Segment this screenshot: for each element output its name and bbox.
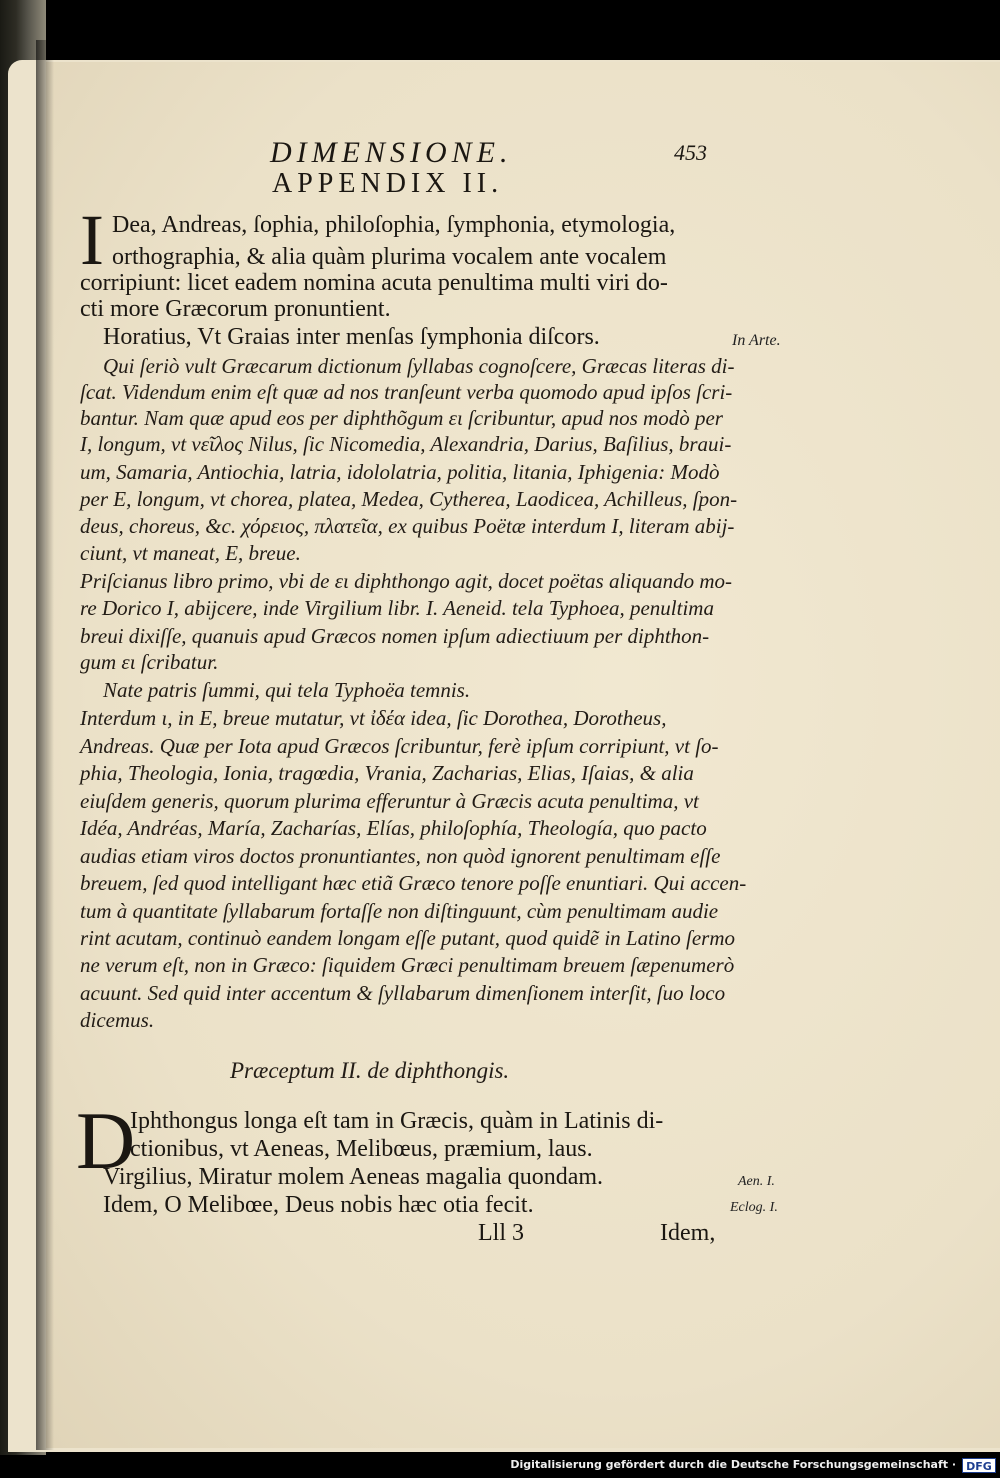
italic-line-8: ciunt, vt maneat, E, breue. <box>80 541 301 565</box>
page-number: 453 <box>674 140 707 165</box>
italic-line-21: tum à quantitate ſyllabarum fortaſſe non diſtinguunt, cùm penultimam audie <box>80 899 719 923</box>
drop-cap-d: D <box>76 1095 136 1186</box>
para1-line-4: cti more Græcorum pronuntient. <box>80 296 391 322</box>
para1-line-2: orthographia, & alia quàm plurima vocalem ante vocalem <box>112 244 667 270</box>
italic-line-17: eiuſdem generis, quorum plurima efferuntur à Græcis acuta penultima, vt <box>80 789 699 813</box>
para2-line-2: ctionibus, vt Aeneas, Melibœus, præmium, laus. <box>130 1136 593 1162</box>
para2-line-1: Iphthongus longa eſt tam in Græcis, quàm in Latinis di- <box>130 1108 664 1134</box>
italic-line-12: gum ει ſcribatur. <box>80 650 219 674</box>
margin-note-eclog: Eclog. I. <box>730 1200 778 1215</box>
italic-line-24: acuunt. Sed quid inter accentum & ſyllabarum dimenſionem interſit, ſuo loco <box>80 981 726 1005</box>
section-title: APPENDIX II. <box>272 168 504 199</box>
italic-line-22: rint acutam, continuò eandem longam eſſe putant, quod quidẽ in Latino ſermo <box>80 926 736 950</box>
italic-line-14: Interdum ι, in E, breue mutatur, vt ἰδέα idea, ſic Dorothea, Dorotheus, <box>80 706 667 730</box>
italic-line-1: Qui ſeriò vult Græcarum dictionum ſyllabas cognoſcere, Græcas literas di- <box>103 354 735 378</box>
footer-credit: Digitalisierung gefördert durch die Deutsche Forschungsgemeinschaft · <box>510 1458 956 1471</box>
italic-line-15: Andreas. Quæ per Iota apud Græcos ſcribuntur, ferè ipſum corripiunt, vt ſo- <box>80 734 719 758</box>
horace-line: Horatius, Vt Graias inter menſas ſymphonia diſcors. <box>103 324 600 350</box>
italic-line-23: ne verum eſt, non in Græco: ſiquidem Græci penultimam breuem ſæpenumerò <box>80 953 735 977</box>
quote-virgilius: Virgilius, Miratur molem Aeneas magalia quondam. <box>103 1164 604 1190</box>
dfg-logo: DFG <box>962 1458 996 1473</box>
margin-note-aen: Aen. I. <box>738 1174 775 1189</box>
italic-line-13: Nate patris ſummi, qui tela Typhoëa temnis. <box>103 678 471 702</box>
gutter-shadow <box>36 40 54 1450</box>
margin-note-in-arte: In Arte. <box>732 332 781 349</box>
quote-idem: Idem, O Melibœe, Deus nobis hæc otia fecit. <box>103 1192 534 1218</box>
italic-line-19: audias etiam viros doctos pronuntiantes, non quòd ignorent penultimam eſſe <box>80 844 721 868</box>
praeceptum-title: Præceptum II. de diphthongis. <box>230 1058 510 1083</box>
running-title: DIMENSIONE. <box>270 136 513 169</box>
italic-line-18: Idéa, Andréas, María, Zacharías, Elías, philoſophía, Theología, quo pacto <box>80 816 707 840</box>
italic-line-25: dicemus. <box>80 1008 155 1032</box>
signature-mark: Lll 3 <box>478 1220 524 1246</box>
para1-line-3: corripiunt: licet eadem nomina acuta penultima multi viri do- <box>80 270 668 296</box>
catchword: Idem, <box>660 1220 716 1246</box>
italic-line-9: Priſcianus libro primo, vbi de ει diphthongo agit, docet poëtas aliquando mo- <box>80 569 733 593</box>
drop-cap-i: I <box>80 200 104 280</box>
italic-line-6: per E, longum, vt chorea, platea, Medea, Cytherea, Laodicea, Achilleus, ſpon- <box>80 487 738 511</box>
italic-line-11: breui dixiſſe, quanuis apud Græcos nomen ipſum adiectiuum per diphthon- <box>80 624 710 648</box>
italic-line-7: deus, choreus, &c. χόρειος, πλατεῖα, ex quibus Poëtæ interdum I, literam abij- <box>80 514 735 538</box>
italic-line-16: phia, Theologia, Ionia, tragœdia, Vrania, Zacharias, Elias, Iſaias, & alia <box>80 761 694 785</box>
italic-line-3: bantur. Nam quæ apud eos per diphthõgum ει ſcribuntur, apud nos modò per <box>80 406 723 430</box>
italic-line-2: ſcat. Videndum enim eſt quæ ad nos tranſeunt verba quomodo apud ipſos ſcri- <box>80 380 733 404</box>
para1-line-1: Dea, Andreas, ſophia, philoſophia, ſymphonia, etymologia, <box>112 212 676 238</box>
italic-line-4: I, longum, vt νεῖλος Nilus, ſic Nicomedia, Alexandria, Darius, Baſilius, braui- <box>80 432 732 456</box>
italic-line-20: breuem, ſed quod intelligant hæc etiã Græco tenore poſſe enuntiari. Qui accen- <box>80 871 747 895</box>
italic-line-5: um, Samaria, Antiochia, latria, idololatria, politia, litania, Iphigenia: Modò <box>80 460 720 484</box>
italic-line-10: re Dorico I, abijcere, inde Virgilium libr. I. Aeneid. tela Typhoea, penultima <box>80 596 714 620</box>
